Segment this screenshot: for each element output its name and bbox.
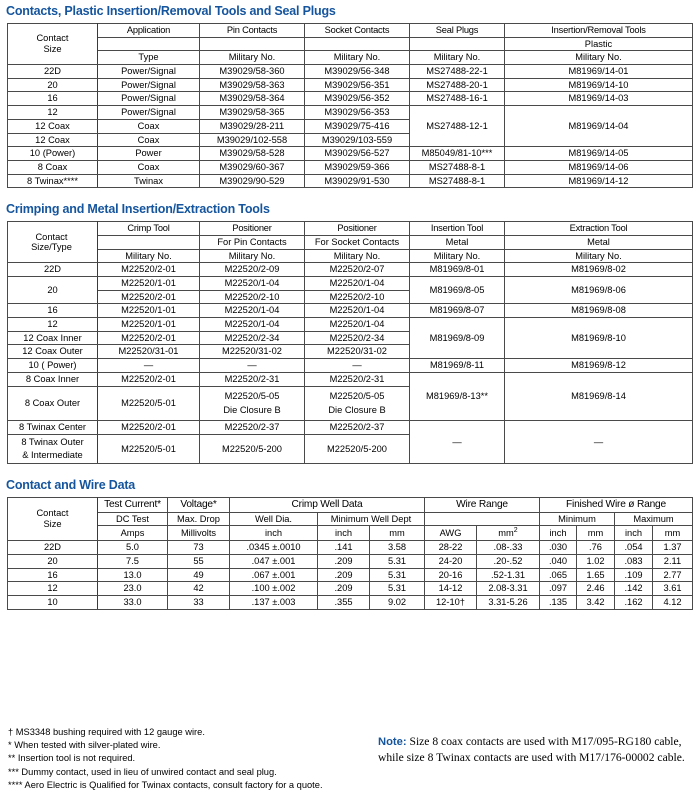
cell-size: 12 [8,106,98,120]
cell-tool: M81969/14-10 [505,78,693,92]
cell-well-dia: .067 ±.001 [230,568,318,582]
cell-pin-positioner: M22520/2-09 [200,263,305,277]
cell-size: 10 (Power) [8,147,98,161]
cell-depth-mm: 5.31 [370,568,425,582]
subheader-insertion-tool: Metal [410,235,505,249]
cell-type: Power/Signal [98,92,200,106]
header-pin-contacts: Pin Contacts [200,24,305,38]
cell-seal: MS27488-22-1 [410,65,505,79]
cell-extraction: — [505,421,693,464]
cell-well-dia: .137 ±.003 [230,595,318,609]
cell-max-mm: 3.61 [653,582,693,596]
footnote-item: **** Aero Electric is Qualified for Twinax contacts, consult factory for a quote. [8,779,323,790]
unit-socket-contacts: Military No. [305,51,410,65]
unit-depth-mm: mm [370,526,425,541]
table-header-row-unit [8,51,693,65]
cell-min-mm: .76 [577,541,615,555]
cell-size: 12 [8,318,98,332]
cell-socket: M39029/56-348 [305,65,410,79]
cell-pin: M39029/58-360 [200,65,305,79]
header-positioner-socket: Positioner [305,222,410,236]
cell-max-mm: 1.37 [653,541,693,555]
note-text: Size 8 coax contacts are used with M17/095-RG180 cable, while size 8 Twinax contacts are used with M17/176-00002 cable. [378,735,685,764]
header-crimp-well-data: Crimp Well Data [230,497,425,512]
cell-size: 20 [8,277,98,304]
cell-pin: M39029/90-529 [200,174,305,188]
cell-pin-positioner: M22520/1-04 [200,304,305,318]
header-test-current: Test Current* [98,497,168,512]
cell-max-mm: 4.12 [653,595,693,609]
cell-pin-positioner-line2: Die Closure B [223,405,281,416]
subheader-dc-test: DC Test [98,512,168,526]
cell-pin: M39029/58-364 [200,92,305,106]
cell-size: 8 Twinax**** [8,174,98,188]
cell-depth-mm: 5.31 [370,554,425,568]
cell-crimp: M22520/1-01 [98,304,200,318]
cell-awg-mm2: .08-.33 [477,541,540,555]
cell-socket-positioner: M22520/1-04 [305,277,410,291]
row-label-contact-size: Contact Size [8,24,98,65]
table-row [8,277,693,291]
footnote-item: ** Insertion tool is not required. [8,753,136,764]
cell-socket: M39029/56-352 [305,92,410,106]
unit-seal-plugs: Military No. [410,51,505,65]
cell-insertion: M81969/8-01 [410,263,505,277]
unit-well-dia-inch: inch [230,526,318,541]
cell-tool: M81969/14-04 [505,106,693,147]
cell-socket-positioner: M22520/1-04 [305,318,410,332]
cell-insertion: M81969/8-11 [410,359,505,373]
cell-pin-positioner: M22520/2-31 [200,372,305,386]
footnote-item: † MS3348 bushing required with 12 gauge wire. [8,727,205,737]
table-contacts-plastic-tools [7,23,693,188]
cell-insertion: M81969/8-09 [410,318,505,359]
header-extraction-tool: Extraction Tool [505,222,693,236]
cell-seal: MS27488-20-1 [410,78,505,92]
cell-crimp: M22520/2-01 [98,372,200,386]
header-wire-range: Wire Range [425,497,540,512]
cell-millivolts: 49 [168,568,230,582]
unit-extraction-tool: Military No. [505,249,693,263]
cell-insertion: M81969/8-13** [410,372,505,420]
cell-socket-positioner: M22520/2-31 [305,372,410,386]
cell-type: Twinax [98,174,200,188]
cell-depth-mm: 3.58 [370,541,425,555]
subheader-maximum: Maximum [615,512,693,526]
cell-depth-mm: 5.31 [370,582,425,596]
cell-socket: M39029/56-353 [305,106,410,120]
cell-crimp: M22520/2-01 [98,290,200,304]
cell-socket-positioner [305,386,410,421]
subheader-insertion-removal-tools: Plastic [505,37,693,51]
cell-socket-positioner-line2: Die Closure B [328,405,386,416]
table-header-row-unit [8,526,693,541]
unit-application: Type [98,51,200,65]
subheader-application [98,37,200,51]
cell-millivolts: 55 [168,554,230,568]
cell-tool: M81969/14-03 [505,92,693,106]
cell-min-inch: .097 [540,582,577,596]
cell-pin-positioner-line1: M22520/5-05 [224,390,280,401]
cell-depth-inch: .355 [318,595,370,609]
cell-size: 22D [8,65,98,79]
subheader-socket-contacts [305,37,410,51]
cell-pin-positioner: M22520/2-10 [200,290,305,304]
unit-min-mm: mm [577,526,615,541]
cell-size: 20 [8,78,98,92]
cell-insertion: M81969/8-05 [410,277,505,304]
table-row [8,582,693,596]
cell-size: 8 Coax [8,160,98,174]
cell-socket-positioner: M22520/31-02 [305,345,410,359]
cell-crimp: M22520/1-01 [98,277,200,291]
note-label: Note: [378,736,407,748]
unit-amps: Amps [98,526,168,541]
subheader-well-dia: Well Dia. [230,512,318,526]
cell-pin-positioner: M22520/2-37 [200,421,305,435]
cell-crimp: — [98,359,200,373]
cell-type: Power/Signal [98,106,200,120]
cell-socket-positioner: — [305,359,410,373]
header-crimp-tool: Crimp Tool [98,222,200,236]
cell-max-inch: .142 [615,582,653,596]
subheader-extraction-tool: Metal [505,235,693,249]
header-voltage: Voltage* [168,497,230,512]
cell-size: 12 Coax Inner [8,331,98,345]
cell-socket-positioner: M22520/5-200 [305,434,410,463]
cell-depth-inch: .209 [318,582,370,596]
section-title-contacts: Contacts, Plastic Insertion/Removal Tools and Seal Plugs [6,4,336,18]
cell-size: 12 Coax Outer [8,345,98,359]
header-insertion-tool: Insertion Tool [410,222,505,236]
cell-socket: M39029/56-351 [305,78,410,92]
cell-pin: M39029/58-528 [200,147,305,161]
cell-min-inch: .030 [540,541,577,555]
cell-size: 8 Coax Outer [8,386,98,421]
note-block [378,734,688,765]
row-label-contact-size: Contact Size [8,497,98,540]
cell-size: 10 ( Power) [8,359,98,373]
cell-type: Power [98,147,200,161]
cell-amps: 5.0 [98,541,168,555]
cell-max-inch: .162 [615,595,653,609]
unit-positioner-pin: Military No. [200,249,305,263]
table-row [8,554,693,568]
cell-well-dia: .047 ±.001 [230,554,318,568]
table-row [8,568,693,582]
unit-insertion-tool: Military No. [410,249,505,263]
cell-socket: M39029/75-416 [305,119,410,133]
cell-min-mm: 1.02 [577,554,615,568]
subheader-seal-plugs [410,37,505,51]
table-row [8,92,693,106]
cell-pin: M39029/28-211 [200,119,305,133]
cell-crimp: M22520/1-01 [98,318,200,332]
cell-tool: M81969/14-12 [505,174,693,188]
cell-depth-inch: .141 [318,541,370,555]
cell-socket-positioner: M22520/2-37 [305,421,410,435]
cell-pin: M39029/58-365 [200,106,305,120]
cell-pin-positioner: M22520/1-04 [200,318,305,332]
cell-size-line1: 8 Twinax Outer [21,436,84,447]
table-header-row-main [8,24,693,38]
unit-awg: AWG [425,526,477,541]
table-row [8,541,693,555]
footnote-item: *** Dummy contact, used in lieu of unwired contact and seal plug. [8,766,277,777]
cell-pin-positioner: M22520/31-02 [200,345,305,359]
cell-size: 8 Twinax Center [8,421,98,435]
table-header-row-sub [8,235,693,249]
cell-awg-mm2: 2.08-3.31 [477,582,540,596]
table-row [8,421,693,435]
table-row [8,595,693,609]
section-title-crimping: Crimping and Metal Insertion/Extraction Tools [6,202,270,217]
cell-well-dia: .0345 ±.0010 [230,541,318,555]
cell-max-inch: .083 [615,554,653,568]
subheader-wire-range-blank [425,512,540,526]
cell-extraction: M81969/8-12 [505,359,693,373]
cell-crimp: M22520/2-01 [98,421,200,435]
cell-size: 10 [8,595,98,609]
cell-tool: M81969/14-01 [505,65,693,79]
cell-min-inch: .040 [540,554,577,568]
document-page [0,4,700,803]
cell-extraction: M81969/8-10 [505,318,693,359]
cell-min-inch: .065 [540,568,577,582]
cell-extraction: M81969/8-02 [505,263,693,277]
cell-pin: M39029/60-367 [200,160,305,174]
cell-socket: M39029/56-527 [305,147,410,161]
cell-type: Power/Signal [98,78,200,92]
table-header-row-main [8,497,693,512]
subheader-minimum: Minimum [540,512,615,526]
cell-min-mm: 2.46 [577,582,615,596]
unit-depth-inch: inch [318,526,370,541]
cell-size: 22D [8,263,98,277]
subheader-positioner-socket: For Socket Contacts [305,235,410,249]
header-insertion-removal-tools: Insertion/Removal Tools [505,24,693,38]
cell-extraction: M81969/8-14 [505,372,693,420]
cell-socket-positioner: M22520/1-04 [305,304,410,318]
cell-depth-inch: .209 [318,554,370,568]
cell-socket-positioner-line1: M22520/5-05 [329,390,385,401]
subheader-minimum-well-dept: Minimum Well Dept [318,512,425,526]
cell-pin-positioner: M22520/1-04 [200,277,305,291]
cell-crimp: M22520/2-01 [98,331,200,345]
header-socket-contacts: Socket Contacts [305,24,410,38]
table-row [8,372,693,386]
cell-crimp: M22520/2-01 [98,263,200,277]
cell-seal: MS27488-16-1 [410,92,505,106]
table-crimping-metal-tools [7,221,693,464]
cell-size: 22D [8,541,98,555]
table-row [8,263,693,277]
header-positioner-pin: Positioner [200,222,305,236]
unit-pin-contacts: Military No. [200,51,305,65]
unit-insertion-removal-tools: Military No. [505,51,693,65]
header-application: Application [98,24,200,38]
cell-size: 8 Coax Inner [8,372,98,386]
footnote-item: * When tested with silver-plated wire. [8,740,161,751]
cell-millivolts: 33 [168,595,230,609]
cell-type: Coax [98,160,200,174]
unit-awg-mm2: $mm^2$ [477,526,540,541]
cell-pin: M39029/102-558 [200,133,305,147]
table-row [8,147,693,161]
table-row [8,359,693,373]
cell-socket: M39029/103-559 [305,133,410,147]
cell-socket: M39029/59-366 [305,160,410,174]
cell-pin: M39029/58-363 [200,78,305,92]
table-header-row-sub [8,37,693,51]
subheader-max-drop: Max. Drop [168,512,230,526]
cell-seal: MS27488-8-1 [410,160,505,174]
cell-millivolts: 42 [168,582,230,596]
cell-pin-positioner: M22520/5-200 [200,434,305,463]
cell-tool: M81969/14-06 [505,160,693,174]
cell-awg: 20-16 [425,568,477,582]
subheader-crimp-tool [98,235,200,249]
cell-seal: MS27488-8-1 [410,174,505,188]
cell-min-mm: 1.65 [577,568,615,582]
row-label-contact-size-type: Contact Size/Type [8,222,98,263]
cell-seal: M85049/81-10*** [410,147,505,161]
cell-min-inch: .135 [540,595,577,609]
cell-size: 16 [8,304,98,318]
cell-awg: 28-22 [425,541,477,555]
cell-millivolts: 73 [168,541,230,555]
cell-size: 16 [8,92,98,106]
section-title-contact-wire-data: Contact and Wire Data [6,477,136,492]
cell-amps: 23.0 [98,582,168,596]
cell-type: Coax [98,133,200,147]
table-row [8,304,693,318]
cell-crimp: M22520/5-01 [98,434,200,463]
cell-extraction: M81969/8-06 [505,277,693,304]
cell-socket-positioner: M22520/2-34 [305,331,410,345]
cell-size: 12 Coax [8,119,98,133]
cell-type: Coax [98,119,200,133]
unit-positioner-socket: Military No. [305,249,410,263]
cell-crimp: M22520/31-01 [98,345,200,359]
table-row [8,65,693,79]
header-finished-wire-range: Finished Wire ø Range [540,497,693,512]
table-row [8,78,693,92]
table-row [8,318,693,332]
cell-max-inch: .054 [615,541,653,555]
unit-min-inch: inch [540,526,577,541]
cell-size: 12 [8,582,98,596]
cell-size-line2: & Intermediate [22,449,83,460]
cell-amps: 33.0 [98,595,168,609]
cell-max-inch: .109 [615,568,653,582]
table-header-row-sub [8,512,693,526]
unit-max-inch: inch [615,526,653,541]
cell-max-mm: 2.77 [653,568,693,582]
subheader-pin-contacts [200,37,305,51]
unit-max-mm: mm [653,526,693,541]
cell-pin-positioner: M22520/2-34 [200,331,305,345]
cell-size: 12 Coax [8,133,98,147]
cell-awg: 14-12 [425,582,477,596]
cell-insertion: M81969/8-07 [410,304,505,318]
table-row [8,160,693,174]
cell-amps: 13.0 [98,568,168,582]
table-contact-wire-data [7,497,693,610]
cell-socket-positioner: M22520/2-07 [305,263,410,277]
cell-max-mm: 2.11 [653,554,693,568]
cell-socket: M39029/91-530 [305,174,410,188]
cell-awg-mm2: .52-1.31 [477,568,540,582]
cell-well-dia: .100 ±.002 [230,582,318,596]
table-row [8,174,693,188]
cell-min-mm: 3.42 [577,595,615,609]
cell-tool: M81969/14-05 [505,147,693,161]
cell-size: 20 [8,554,98,568]
cell-awg-mm2: .20-.52 [477,554,540,568]
table-header-row-main [8,222,693,236]
cell-awg: 24-20 [425,554,477,568]
cell-seal: MS27488-12-1 [410,106,505,147]
cell-pin-positioner: — [200,359,305,373]
cell-size: 16 [8,568,98,582]
cell-insertion: — [410,421,505,464]
cell-awg-mm2: 3.31-5.26 [477,595,540,609]
cell-depth-inch: .209 [318,568,370,582]
cell-crimp: M22520/5-01 [98,386,200,421]
footnotes-block [8,726,358,792]
cell-type: Power/Signal [98,65,200,79]
unit-millivolts: Millivolts [168,526,230,541]
cell-socket-positioner: M22520/2-10 [305,290,410,304]
table-header-row-unit [8,249,693,263]
cell-pin-positioner [200,386,305,421]
cell-depth-mm: 9.02 [370,595,425,609]
cell-awg: 12-10† [425,595,477,609]
cell-extraction: M81969/8-08 [505,304,693,318]
cell-size [8,434,98,463]
unit-crimp-tool: Military No. [98,249,200,263]
header-seal-plugs: Seal Plugs [410,24,505,38]
cell-amps: 7.5 [98,554,168,568]
subheader-positioner-pin: For Pin Contacts [200,235,305,249]
table-row [8,106,693,120]
